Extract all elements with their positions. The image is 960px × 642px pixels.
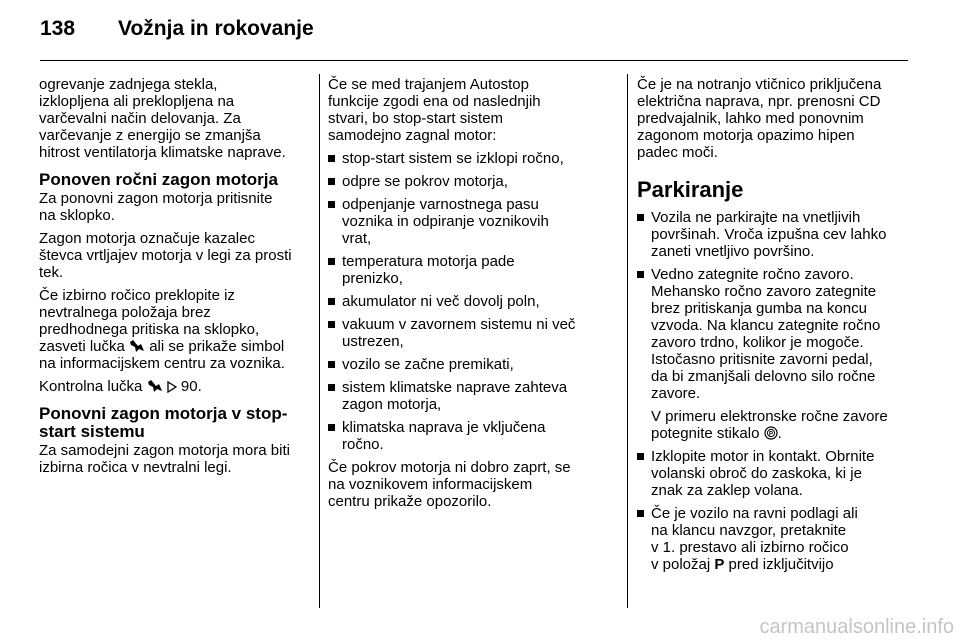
list-item: vozilo se začne premikati, [328,356,608,373]
bullet-square-icon [637,271,644,278]
bullet-square-icon [328,424,335,431]
list-item: Če je vozilo na ravni podlagi ali na klancu navzgor, pretaknite v 1. prestavo ali izbirno ročico v položaj P pred izključitvijo [637,505,907,573]
page-number: 138 [40,17,76,40]
list-item: sistem klimatske naprave zahteva zagon motorja, [328,379,608,413]
paragraph: Če se med trajanjem Autostop funkcije zgodi ena od naslednjih stvari, bo stop-start sistem samodejno zagnal motor: [328,76,541,144]
bullet-square-icon [328,258,335,265]
bullet-square-icon [328,155,335,162]
paragraph: Kontrolna lučka 90. [39,378,202,395]
shift-indicator-icon [129,340,145,353]
section-heading: Ponovni zagon motorja v stop- start sistemu [39,404,288,441]
list-item: stop-start sistem se izklopi ročno, [328,150,608,167]
list-item: klimatska naprava je vključena ročno. [328,419,608,453]
list-item: odpre se pokrov motorja, [328,173,608,190]
list-item: vakuum v zavornem sistemu ni več ustrezen, [328,316,608,350]
header-rule [40,60,908,61]
column-3 [637,76,907,579]
list-item: Vozila ne parkirajte na vnetljivih površinah. Vroča izpušna cev lahko zaneti vnetljivo površino. [637,209,907,260]
bullet-square-icon [328,361,335,368]
paragraph: Če pokrov motorja ni dobro zaprt, se na voznikovem informacijskem centru prikaže opozorilo. [328,459,571,510]
section-heading: Ponoven ročni zagon motorja [39,170,278,189]
paragraph: ogrevanje zadnjega stekla, izklopljena ali preklopljena na varčevalni način delovanja. Za varčevanje z energijo se zmanjša hitrost ventilatorja klimatske naprave. [39,76,286,161]
paragraph: Če izbirno ročico preklopite iz nevtralnega položaja brez predhodnega pritiska na sklopko, zasveti lučka ali se prikaže simbol na informacijskem centru za voznika. [39,287,285,372]
page-title: Vožnja in rokovanje [118,17,314,40]
page-ref-triangle-icon [167,381,177,393]
bullet-square-icon [637,510,644,517]
column-1 [39,76,307,482]
bullet-square-icon [328,321,335,328]
list-item: Vedno zategnite ročno zavoro. Mehansko ročno zavoro zategnite brez pritiskanja gumba na koncu vzvoda. Na klancu zategnite ročno zavoro trdno, kolikor je mogoče. Istočasno pritisnite zavorni pedal, da bi zmanjšali delovno silo ročne zavore. V primeru elektronske ročne zavore potegnite stikalo P . [637,266,907,442]
bullet-square-icon [328,201,335,208]
watermark: carmanualsonline.info [759,616,954,638]
list-item: Izklopite motor in kontakt. Obrnite volanski obroč do zaskoka, ki je znak za zaklep volana. [637,448,907,499]
shift-indicator-icon [147,380,163,393]
paragraph: Zagon motorja označuje kazalec števca vrtljajev motorja v legi za prosti tek. [39,230,292,281]
bullet-square-icon [328,298,335,305]
parking-brake-icon [764,426,778,440]
bullet-square-icon [328,384,335,391]
list-item: akumulator ni več dovolj poln, [328,293,608,310]
section-heading: Parkiranje [637,177,744,202]
svg-text:P: P [768,431,773,438]
page-header [40,17,314,49]
bullet-square-icon [328,178,335,185]
column-divider-2 [627,74,628,608]
paragraph: Za samodejni zagon motorja mora biti izbirna ročica v nevtralni legi. [39,442,290,476]
list-item: temperatura motorja pade prenizko, [328,253,608,287]
bullet-square-icon [637,214,644,221]
paragraph: Če je na notranjo vtičnico priključena električna naprava, npr. prenosni CD predvajalnik, lahko med ponovnim zagonom motorja opazimo hipen padec moči. [637,76,882,161]
column-2 [328,76,608,516]
paragraph: Za ponovni zagon motorja pritisnite na sklopko. [39,190,273,224]
column-divider-1 [319,74,320,608]
bullet-square-icon [637,453,644,460]
list-item: odpenjanje varnostnega pasu voznika in odpiranje voznikovih vrat, [328,196,608,247]
